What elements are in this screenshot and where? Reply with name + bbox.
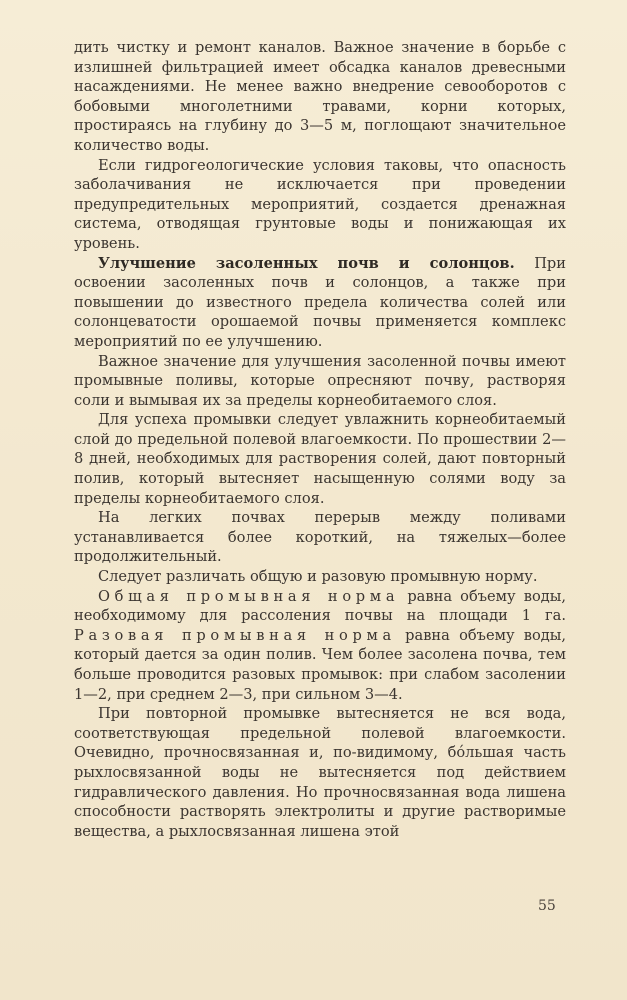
paragraph-text: равна объему воды, который дается за один полив. Чем более засолена почва, тем больше проводится разовых промывок: при слабом засолении 1—2, при среднем 2—3, при сильном 3—4. <box>74 626 567 703</box>
paragraph-washing-success <box>74 410 566 508</box>
paragraph-saline-soils <box>74 254 566 352</box>
paragraph-text: При повторной промывке вытесняется не вся вода, соответствующая предельной полевой влагоемкости. Очевидно, прочносвязанная и, по-видимому, бóльшая часть рыхлосвязанной воды не вытесняется под действием гидравлического давления. Но прочносвязанная вода лишена способности растворять электролиты и другие растворимые вещества, а рыхлосвязанная лишена этой <box>74 705 566 840</box>
paragraph-text: При освоении засоленных почв и солонцов, а также при повышении до известного предела количества солей или солонцеватости орошаемой почвы применяется комплекс мероприятий по ее улучшению. <box>74 254 566 350</box>
paragraph-text: равна объему воды, необходимому для рассоления почвы на площади 1 га. <box>74 587 566 625</box>
paragraph-text: Если гидрогеологические условия таковы, что опасность заболачивания не исключается при проведении предупредительных мероприятий, создается дренажная система, отводящая грунтовые воды и понижающая их уровень. <box>74 156 566 252</box>
paragraph-text: дить чистку и ремонт каналов. Важное значение в борьбе с излишней фильтрацией имеет обсадка каналов древесными насаждениями. Не менее важно внедрение севооборотов с бобовыми многолетними травами, корни которых, простираясь на глубину до 3—5 м, поглощают значительное количество воды. <box>74 39 566 154</box>
section-heading: Улучшение засоленных почв и солонцов. <box>98 254 515 272</box>
paragraph-text: Важное значение для улучшения засоленной почвы имеют промывные поливы, которые опресняют почву, растворяя соли и вымывая их за пределы корнеобитаемого слоя. <box>74 352 566 409</box>
paragraph-canals <box>74 38 566 156</box>
paragraph-norms-definition <box>74 587 566 705</box>
paragraph-text: Следует различать общую и разовую промывную норму. <box>98 568 538 586</box>
text-column <box>74 38 566 841</box>
paragraph-light-soils <box>74 508 566 567</box>
paragraph-drainage <box>74 156 566 254</box>
paragraph-norms-intro <box>74 567 566 587</box>
paragraph-washing-irrigation <box>74 352 566 411</box>
paragraph-text: Для успеха промывки следует увлажнить корнеобитаемый слой до предельной полевой влагоемкости. По прошествии 2—8 дней, необходимых для растворения солей, дают повторный полив, который вытесняет насыщенную солями воду за пределы корнеобитаемого слоя. <box>74 411 566 507</box>
page-number: 55 <box>538 898 556 914</box>
paragraph-text: На легких почвах перерыв между поливами устанавливается более короткий, на тяжелых—более продолжительный. <box>74 509 566 566</box>
paragraph-repeated-washing <box>74 704 566 841</box>
term-single-norm: Разовая промывная норма <box>74 626 396 644</box>
term-total-norm: Общая промывная норма <box>98 587 400 605</box>
